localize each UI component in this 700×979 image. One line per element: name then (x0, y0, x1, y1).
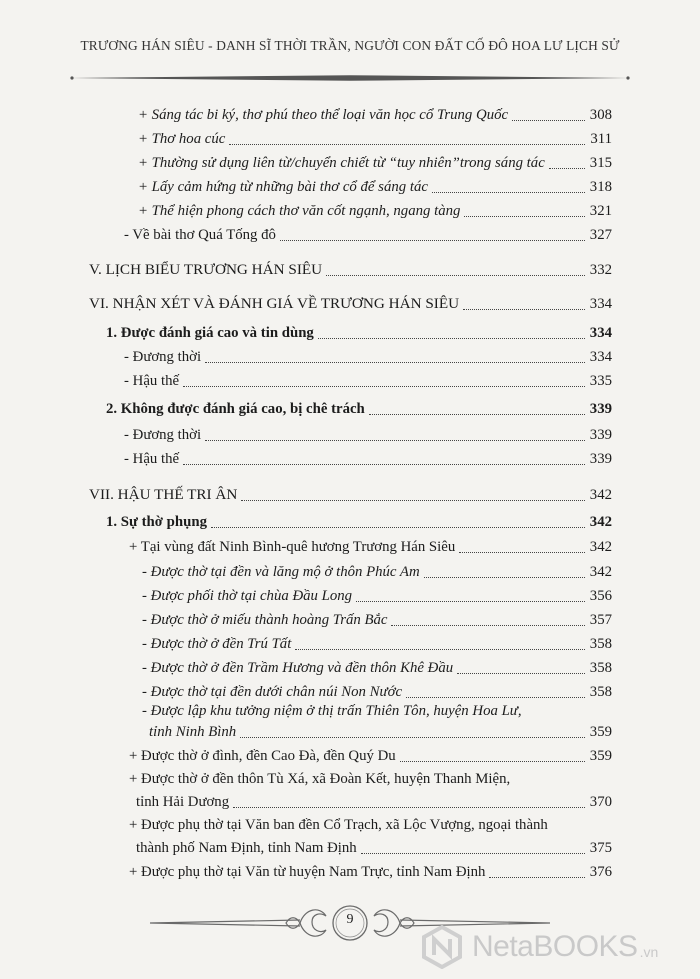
toc-label: 2. Không được đánh giá cao, bị chê trách (106, 401, 365, 417)
toc-page-number: 334 (589, 296, 612, 312)
toc-entry[interactable] (138, 104, 612, 126)
toc-entry[interactable] (129, 536, 612, 558)
toc-label: + Thể hiện phong cách thơ văn cốt ngạnh, ngang tàng (138, 203, 461, 219)
toc-page-number: 334 (589, 325, 612, 341)
toc-page-number: 359 (589, 748, 612, 764)
toc-label: - Hậu thế (124, 451, 180, 467)
watermark-suffix: .vn (639, 944, 659, 960)
dot-leader (457, 673, 585, 674)
toc-section-entry[interactable] (89, 484, 612, 506)
toc-label: + Thường sử dụng liên từ/chuyển chiết từ “tuy nhiên”trong sáng tác (138, 155, 545, 171)
toc-label: - Về bài thơ Quá Tống đô (124, 227, 276, 243)
toc-label: 1. Sự thờ phụng (106, 514, 207, 530)
toc-entry[interactable] (138, 200, 612, 222)
dot-leader (295, 649, 585, 650)
toc-entry[interactable] (138, 152, 612, 174)
toc-page-number: 357 (589, 612, 612, 628)
toc-label-continuation: thành phố Nam Định, tỉnh Nam Định (136, 840, 357, 856)
toc-page-number: 359 (589, 724, 612, 740)
toc-entry[interactable] (142, 585, 612, 607)
toc-page-number: 339 (589, 427, 612, 443)
toc-entry[interactable] (142, 561, 612, 583)
toc-page-number: 339 (589, 451, 612, 467)
dot-leader (205, 362, 585, 363)
toc-label: 1. Được đánh giá cao và tin dùng (106, 325, 314, 341)
dot-leader (183, 386, 585, 387)
toc-page-number: 339 (589, 401, 612, 417)
toc-page-number: 321 (589, 203, 612, 219)
toc-page-number: 342 (589, 514, 612, 530)
netabooks-watermark (420, 925, 658, 969)
toc-entry[interactable] (129, 861, 612, 883)
dot-leader (183, 464, 585, 465)
dot-leader (233, 807, 585, 808)
toc-entry[interactable] (124, 346, 612, 368)
dot-leader (211, 527, 585, 528)
toc-subsection-entry[interactable] (106, 322, 612, 344)
toc-page-number: 335 (589, 373, 612, 389)
toc-page-number: 358 (589, 636, 612, 652)
dot-leader (318, 338, 585, 339)
toc-label: - Được thờ tại đền dưới chân núi Non Nước (142, 684, 403, 700)
toc-page-number: 327 (589, 227, 612, 243)
dot-leader (459, 552, 585, 553)
toc-page-number: 375 (589, 840, 612, 856)
dot-leader (432, 192, 585, 193)
dot-leader (489, 877, 585, 878)
toc-page-number: 342 (589, 539, 612, 555)
dot-leader (464, 216, 585, 217)
toc-page-number: 376 (589, 864, 612, 880)
toc-label-first-line: - Được lập khu tưởng niệm ở thị trấn Thiên Tôn, huyện Hoa Lư, (142, 703, 522, 719)
toc-label: + Được thờ ở đình, đền Cao Đà, đền Quý Du (129, 748, 396, 764)
toc-entry[interactable] (136, 837, 612, 859)
toc-page-number: 356 (589, 588, 612, 604)
toc-label: + Sáng tác bi ký, thơ phú theo thể loại văn học cổ Trung Quốc (138, 107, 509, 123)
toc-page-number: 358 (589, 684, 612, 700)
toc-page-number: 358 (589, 660, 612, 676)
dot-leader (240, 737, 585, 738)
toc-label: V. LỊCH BIỂU TRƯƠNG HÁN SIÊU (89, 261, 323, 278)
dot-leader (229, 144, 585, 145)
toc-subsection-entry[interactable] (106, 398, 612, 420)
dot-leader (391, 625, 585, 626)
toc-label-continuation: tỉnh Ninh Bình (149, 724, 237, 740)
toc-page-number: 311 (590, 131, 612, 147)
dot-leader (356, 601, 585, 602)
toc-label: - Được phối thờ tại chùa Đầu Long (142, 588, 353, 604)
toc-entry[interactable] (124, 448, 612, 470)
watermark-brand: NetaBOOKS (472, 930, 638, 963)
dot-leader (400, 761, 585, 762)
toc-subsection-entry[interactable] (106, 511, 612, 533)
toc-label: + Tại vùng đất Ninh Bình-quê hương Trương Hán Siêu (129, 539, 456, 555)
toc-label: + Lấy cảm hứng từ những bài thơ cổ để sáng tác (138, 179, 428, 195)
toc-entry[interactable] (142, 633, 612, 655)
toc-entry[interactable] (124, 224, 612, 246)
dot-leader (406, 697, 585, 698)
toc-label: + Thơ hoa cúc (138, 131, 226, 147)
toc-entry[interactable] (138, 128, 612, 150)
toc-entry[interactable] (142, 609, 612, 631)
toc-label-first-line: + Được thờ ở đền thôn Tù Xá, xã Đoàn Kết, huyện Thanh Miện, (129, 771, 511, 787)
toc-page-number: 370 (589, 794, 612, 810)
toc-label: - Đương thời (124, 349, 202, 365)
dot-leader (463, 309, 585, 310)
toc-entry[interactable] (124, 370, 612, 392)
toc-label: VI. NHẬN XÉT VÀ ĐÁNH GIÁ VỀ TRƯƠNG HÁN SIÊU (89, 295, 460, 312)
toc-entry[interactable] (142, 657, 612, 679)
toc-label: - Được thờ ở đền Trú Tất (142, 636, 292, 652)
dot-leader (424, 577, 585, 578)
toc-section-entry[interactable] (89, 293, 612, 315)
toc-label-continuation: tỉnh Hải Dương (136, 794, 230, 810)
toc-label: - Đương thời (124, 427, 202, 443)
toc-page-number: 332 (589, 262, 612, 278)
dot-leader (549, 168, 585, 169)
toc-label: - Hậu thế (124, 373, 180, 389)
toc-page-number: 315 (589, 155, 612, 171)
toc-page-number: 308 (589, 107, 612, 123)
header-rule-ornament (70, 74, 630, 82)
dot-leader (361, 853, 585, 854)
toc-label: - Được thờ ở miếu thành hoàng Trấn Bắc (142, 612, 388, 628)
toc-entry[interactable] (138, 176, 612, 198)
toc-label-first-line: + Được phụ thờ tại Văn ban đền Cổ Trạch, xã Lộc Vượng, ngoại thành (129, 817, 548, 833)
toc-page-number: 342 (589, 487, 612, 503)
toc-entry[interactable] (129, 745, 612, 767)
netabooks-logo-icon (420, 925, 464, 969)
toc-entry[interactable] (124, 424, 612, 446)
toc-label: - Được thờ tại đền và lăng mộ ở thôn Phúc Am (142, 564, 420, 580)
toc-label: + Được phụ thờ tại Văn từ huyện Nam Trực, tỉnh Nam Định (129, 864, 486, 880)
toc-section-entry[interactable] (89, 259, 612, 281)
dot-leader (369, 414, 585, 415)
toc-page-number: 334 (589, 349, 612, 365)
dot-leader (326, 275, 585, 276)
toc-page-number: 318 (589, 179, 612, 195)
toc-label: - Được thờ ở đền Trầm Hương và đền thôn Khê Đầu (142, 660, 454, 676)
dot-leader (280, 240, 585, 241)
toc-entry[interactable] (136, 791, 612, 813)
toc-label: VII. HẬU THẾ TRI ÂN (89, 486, 238, 503)
dot-leader (512, 120, 585, 121)
dot-leader (241, 500, 585, 501)
toc-page-number: 342 (589, 564, 612, 580)
page-number: 9 (346, 912, 354, 927)
toc-entry[interactable] (149, 721, 612, 743)
dot-leader (205, 440, 585, 441)
running-head: TRƯƠNG HÁN SIÊU - DANH SĨ THỜI TRẦN, NGƯỜI CON ĐẤT CỐ ĐÔ HOA LƯ LỊCH SỬ (80, 38, 620, 53)
